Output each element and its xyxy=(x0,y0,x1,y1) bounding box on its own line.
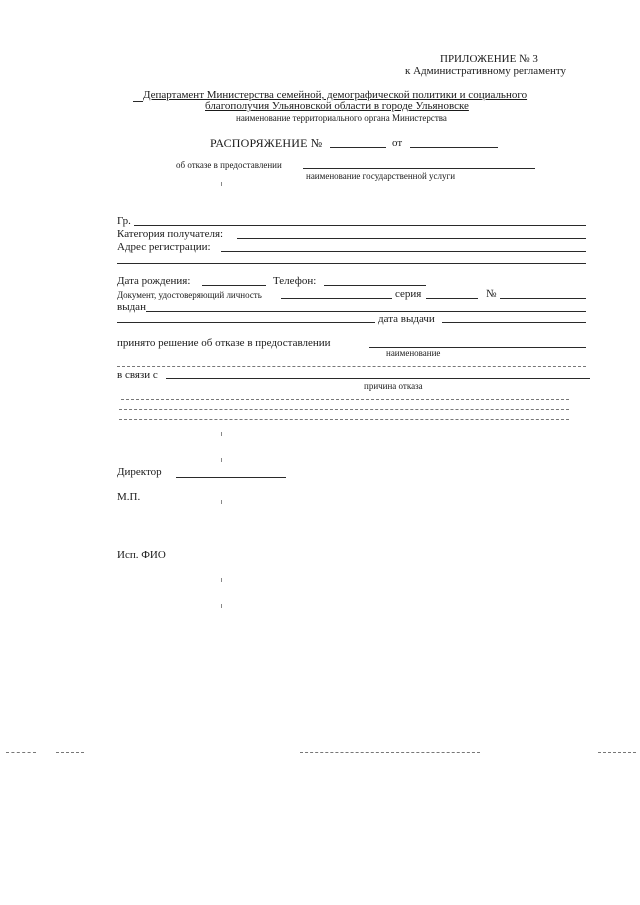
address-label: Адрес регистрации: xyxy=(117,241,211,253)
scan-edge-line xyxy=(6,752,36,753)
executor-label: Исп. ФИО xyxy=(117,549,166,561)
scan-edge-line xyxy=(598,752,636,753)
number-label: № xyxy=(486,288,497,300)
category-field[interactable] xyxy=(237,238,586,239)
phone-label: Телефон: xyxy=(273,275,317,287)
id-document-field[interactable] xyxy=(281,298,392,299)
order-number-field[interactable] xyxy=(330,147,386,148)
reason-field[interactable] xyxy=(166,378,590,379)
director-label: Директор xyxy=(117,466,162,478)
scan-mark xyxy=(221,182,222,186)
reason-field-line2[interactable] xyxy=(121,399,569,400)
scan-edge-line xyxy=(56,752,84,753)
dob-label: Дата рождения: xyxy=(117,275,191,287)
service-name-caption: наименование государственной услуги xyxy=(306,171,456,181)
series-field[interactable] xyxy=(426,298,478,299)
issued-by-label: выдан xyxy=(117,301,146,313)
appendix-title: ПРИЛОЖЕНИЕ № 3 xyxy=(440,53,538,65)
refusal-label: об отказе в предоставлении xyxy=(176,160,282,170)
scan-mark xyxy=(221,604,222,608)
issued-by-field[interactable] xyxy=(146,311,586,312)
category-label: Категория получателя: xyxy=(117,228,224,240)
decision-service-field-line2[interactable] xyxy=(117,366,586,367)
regulation-reference: к Административному регламенту xyxy=(405,65,567,77)
stamp-label: М.П. xyxy=(117,491,141,503)
citizen-label: Гр. xyxy=(117,215,131,227)
org-name-line2: благополучия Ульяновской области в городе Ульяновске xyxy=(205,100,469,112)
address-field-line2[interactable] xyxy=(117,263,586,264)
citizen-field[interactable] xyxy=(134,225,586,226)
order-title: РАСПОРЯЖЕНИЕ № xyxy=(210,136,323,150)
id-document-label: Документ, удостоверяющий личность xyxy=(117,290,262,300)
reason-field-line4[interactable] xyxy=(119,419,569,420)
org-name-caption: наименование территориального органа Министерства xyxy=(236,113,447,123)
issue-date-field[interactable] xyxy=(442,322,586,323)
dob-field[interactable] xyxy=(202,285,266,286)
issued-by-field-line2[interactable] xyxy=(117,322,375,323)
scan-mark xyxy=(221,578,222,582)
decision-name-caption: наименование xyxy=(386,348,441,358)
service-name-field[interactable] xyxy=(303,168,535,169)
reason-caption: причина отказа xyxy=(364,381,423,391)
org-name-underline xyxy=(133,101,143,102)
address-field[interactable] xyxy=(221,251,586,252)
scan-mark xyxy=(221,458,222,462)
decision-text: принято решение об отказе в предоставлении xyxy=(117,337,331,349)
due-to-label: в связи с xyxy=(117,369,158,381)
order-date-field[interactable] xyxy=(410,147,498,148)
scan-mark xyxy=(221,432,222,436)
series-label: серия xyxy=(395,288,422,300)
org-name-line1: Департамент Министерства семейной, демографической политики и социального xyxy=(143,89,528,101)
director-signature-field[interactable] xyxy=(176,477,286,478)
number-field[interactable] xyxy=(500,298,586,299)
scan-edge-line xyxy=(300,752,480,753)
reason-field-line3[interactable] xyxy=(119,409,569,410)
scan-mark xyxy=(221,500,222,504)
phone-field[interactable] xyxy=(324,285,426,286)
issue-date-label: дата выдачи xyxy=(378,313,435,325)
order-date-label: от xyxy=(392,137,403,149)
